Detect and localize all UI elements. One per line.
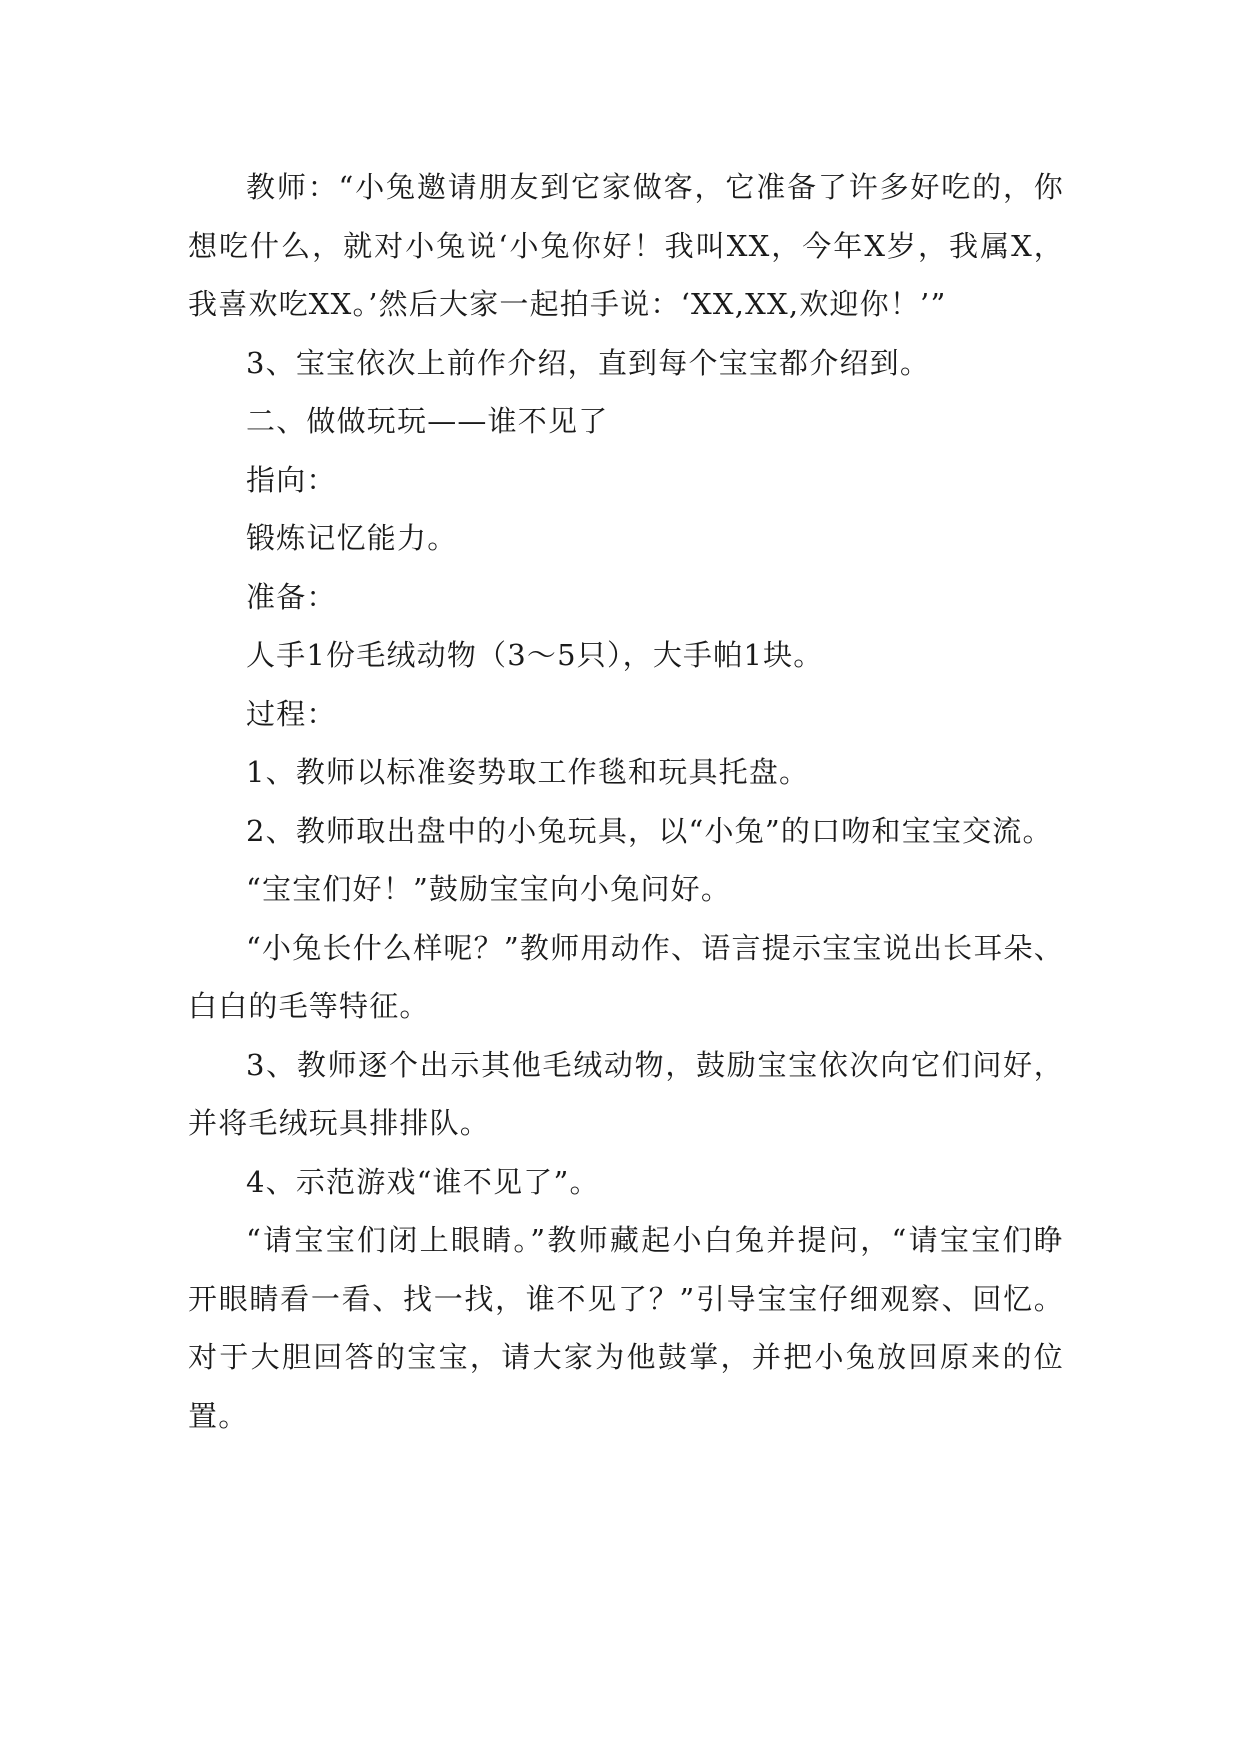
paragraph-step-3-introduce: 3、宝宝依次上前作介绍，直到每个宝宝都介绍到。	[246, 345, 931, 380]
paragraph-step-2: 2、教师取出盘中的小兔玩具，以“小兔”的口吻和宝宝交流。	[246, 813, 1053, 848]
paragraph-preparation: 人手1份毛绒动物（3～5只），大手帕1块。	[246, 638, 824, 672]
paragraph-dialogue-intro: 教师：“小兔邀请朋友到它家做客，它准备了许多好吃的，你想吃什么，就对小兔说‘小兔你好！我叫XX，今年X岁，我属X，我喜欢吃XX。’然后大家一起拍手说：‘XX,XX,欢迎你！’”	[188, 170, 1064, 321]
paragraph-objective: 锻炼记忆能力。	[246, 521, 458, 555]
paragraph-greeting: “宝宝们好！”鼓励宝宝向小兔问好。	[246, 872, 732, 906]
paragraph-step-1: 1、教师以标准姿势取工作毯和玩具托盘。	[246, 755, 810, 789]
label-process: 过程：	[246, 696, 337, 731]
paragraph-step-4: 4、示范游戏“谁不见了”。	[246, 1164, 600, 1199]
label-preparation: 准备：	[246, 579, 337, 614]
document-body	[188, 158, 1064, 1445]
label-objective: 指向：	[246, 462, 337, 497]
section-heading-game: 二、做做玩玩——谁不见了	[246, 404, 609, 438]
paragraph-game-instructions: “请宝宝们闭上眼睛。”教师藏起小白兔并提问，“请宝宝们睁开眼睛看一看、找一找，谁不见了？”引导宝宝仔细观察、回忆。对于大胆回答的宝宝，请大家为他鼓掌，并把小兔放回原来的位置。	[188, 1223, 1064, 1433]
paragraph-rabbit-features: “小兔长什么样呢？”教师用动作、语言提示宝宝说出长耳朵、白白的毛等特征。	[188, 930, 1064, 1023]
paragraph-step-3: 3、教师逐个出示其他毛绒动物，鼓励宝宝依次向它们问好，并将毛绒玩具排排队。	[188, 1047, 1064, 1140]
